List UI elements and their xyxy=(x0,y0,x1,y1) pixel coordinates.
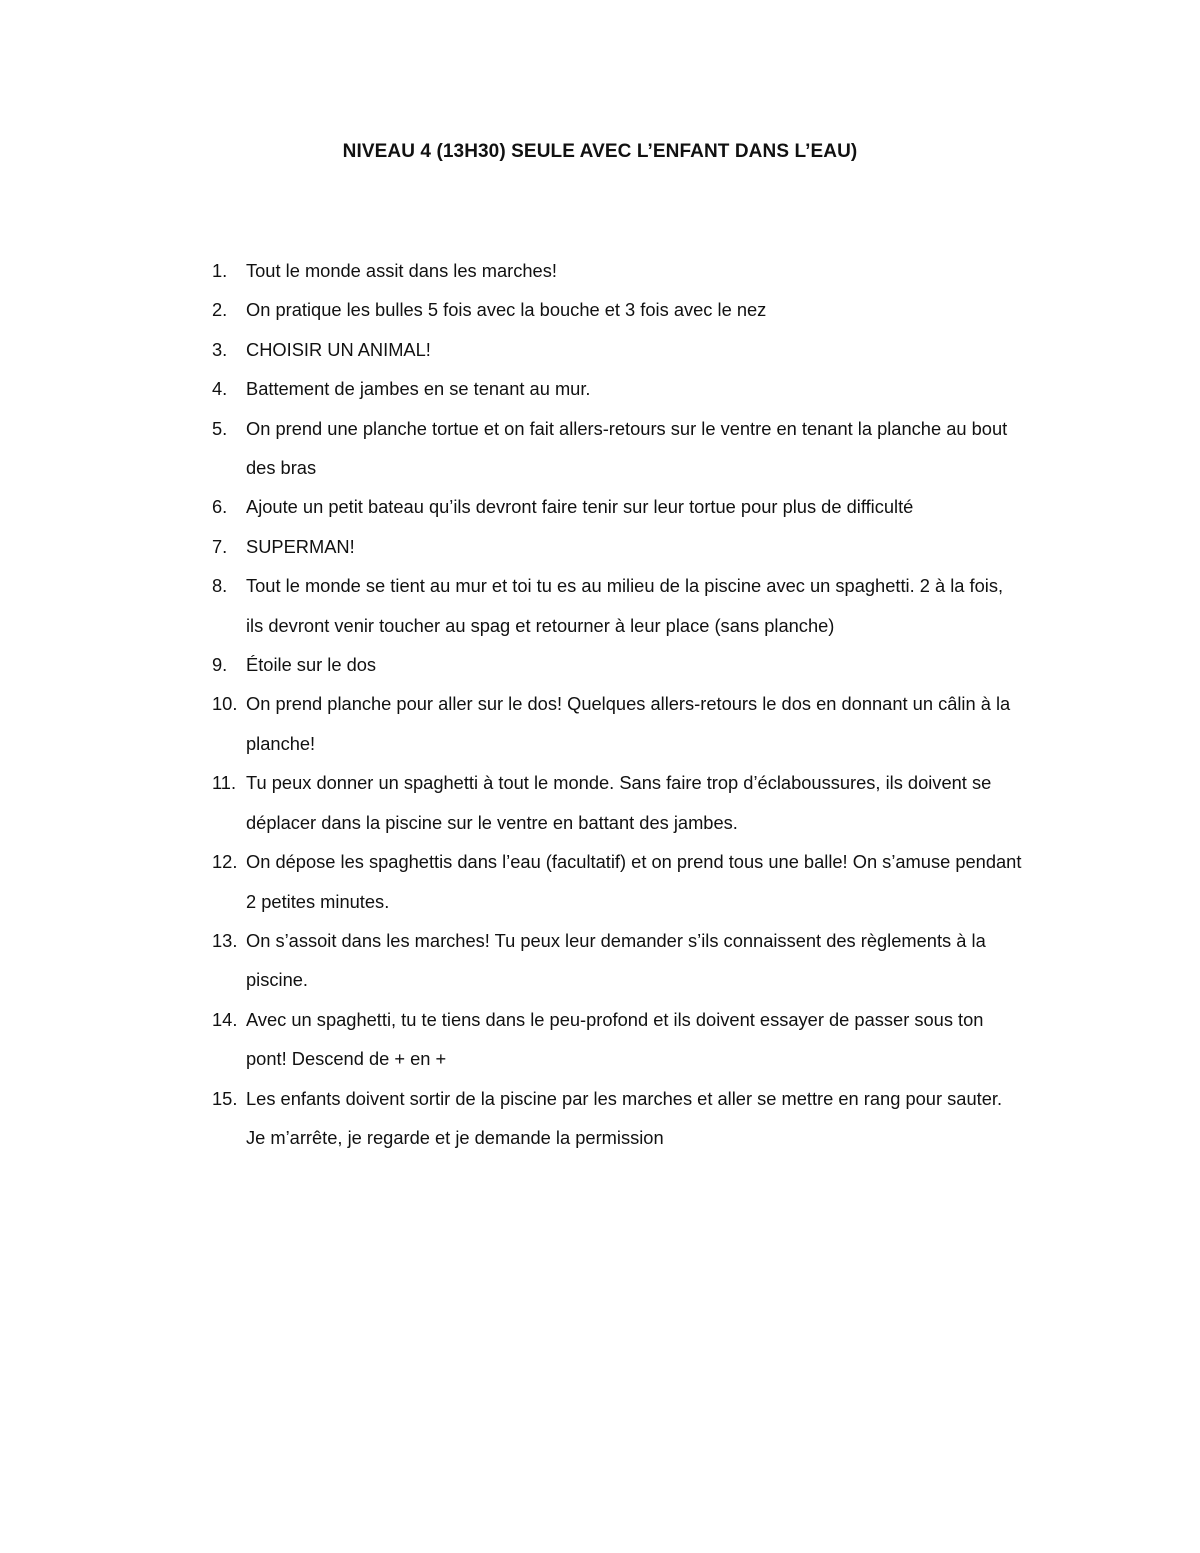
list-item xyxy=(210,1000,1025,1079)
list-item-number: 4. xyxy=(212,378,228,400)
list-item-number: 2. xyxy=(212,299,228,321)
list-item-text: Battement de jambes en se tenant au mur. xyxy=(246,378,591,400)
list-item xyxy=(210,645,1025,684)
document-title: NIVEAU 4 (13H30) SEULE AVEC L’ENFANT DANS L’EAU) xyxy=(342,141,858,162)
list-item xyxy=(210,684,1025,763)
list-item xyxy=(210,527,1025,566)
list-item xyxy=(210,369,1025,408)
list-item xyxy=(210,921,1025,1000)
list-item-number: 1. xyxy=(212,260,228,281)
list-item-number: 5. xyxy=(212,417,228,439)
list-item-number: 15. xyxy=(212,1087,238,1109)
list-item-number: 12. xyxy=(212,851,238,873)
list-item-text: On prend planche pour aller sur le dos! Quelques allers-retours le dos en donnant un câlin à la planche! xyxy=(246,693,1011,754)
list-item-text: Tout le monde assit dans les marches! xyxy=(246,260,557,281)
list-item-number: 3. xyxy=(212,338,228,360)
list-item-text: On s’assoit dans les marches! Tu peux leur demander s’ils connaissent des règlements à la piscine. xyxy=(246,929,986,991)
list-item-number: 10. xyxy=(212,693,238,715)
list-item-text: Ajoute un petit bateau qu’ils devront faire tenir sur leur tortue pour plus de difficulté xyxy=(246,496,914,518)
list-item-number: 11. xyxy=(212,772,237,794)
list-item xyxy=(210,290,1025,329)
list-item-text: On dépose les spaghettis dans l’eau (facultatif) et on prend tous une balle! On s’amuse pendant 2 petites minutes. xyxy=(246,851,1022,912)
list-item xyxy=(210,763,1025,842)
steps-list xyxy=(210,251,1025,1157)
list-item xyxy=(210,842,1025,921)
list-item-text: Avec un spaghetti, tu te tiens dans le peu-profond et ils doivent essayer de passer sous ton pont! Descend de + en + xyxy=(246,1008,984,1070)
list-item xyxy=(210,409,1025,488)
list-item xyxy=(210,1079,1025,1158)
list-item-number: 14. xyxy=(212,1008,238,1030)
list-item-text: Étoile sur le dos xyxy=(246,654,377,676)
list-item-text: Les enfants doivent sortir de la piscine par les marches et aller se mettre en rang pour sauter. Je m’arrête, je regarde et je demande la permission xyxy=(246,1087,1003,1148)
list-item-number: 7. xyxy=(212,535,228,557)
list-item-number: 6. xyxy=(212,496,228,518)
list-item-text: Tout le monde se tient au mur et toi tu es au milieu de la piscine avec un spaghetti. 2 à la fois, ils devront venir toucher au spag et retourner à leur place (sans planche) xyxy=(246,575,1004,636)
list-item-text: On prend une planche tortue et on fait allers-retours sur le ventre en tenant la planche au bout des bras xyxy=(246,417,1008,479)
list-item-text: Tu peux donner un spaghetti à tout le monde. Sans faire trop d’éclaboussures, ils doivent se déplacer dans la piscine sur le ventre en battant des jambes. xyxy=(246,772,992,833)
list-item xyxy=(210,251,1025,290)
list-item-text: SUPERMAN! xyxy=(246,535,355,557)
list-item-text: On pratique les bulles 5 fois avec la bouche et 3 fois avec le nez xyxy=(246,299,767,321)
list-item-text: CHOISIR UN ANIMAL! xyxy=(246,338,431,360)
list-item-number: 13. xyxy=(212,929,238,951)
list-item xyxy=(210,487,1025,526)
list-item xyxy=(210,566,1025,645)
list-item-number: 8. xyxy=(212,575,228,597)
list-item xyxy=(210,330,1025,369)
list-item-number: 9. xyxy=(212,654,228,676)
